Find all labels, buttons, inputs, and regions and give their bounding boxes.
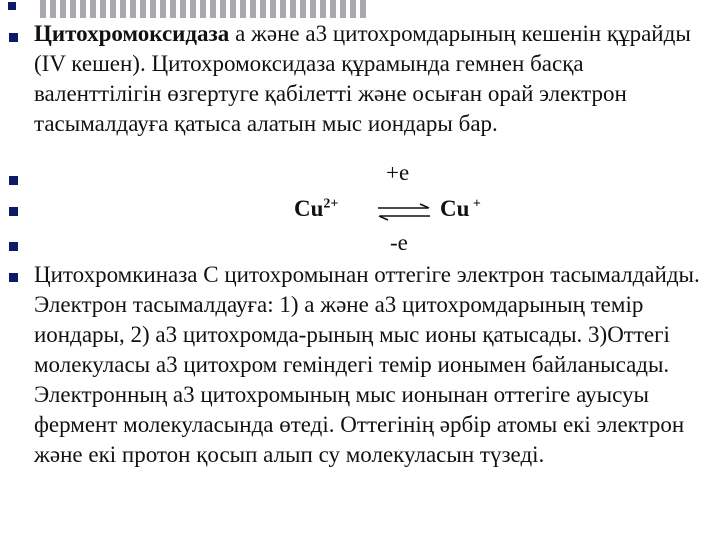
reaction-left-charge: 2+ [323,196,339,212]
reaction-right-species [440,196,481,222]
paragraph-cytochrome-oxidase [34,19,704,139]
decorative-square-icon [8,2,16,10]
decorative-stripe-bar [40,0,370,18]
reaction-right-symbol: Cu [440,196,470,221]
reaction-top-label: +e [386,160,410,185]
reaction-left-species [294,196,338,222]
bullet-icon [9,207,18,216]
reaction-bottom-label: -e [390,230,408,255]
paragraph-1-text: а және а3 цитохромдарының кешенін құрайды (IV кешен). Цитохромоксидаза құрамында гемнен басқа валенттілігін өзгертуге қабілетті және осыған орай электрон тасымалдауға қатыса алатын мыс иондары бар. [34,21,691,136]
reaction-right-charge: + [469,196,481,212]
bullet-icon [9,33,18,42]
equilibrium-arrows-icon [376,203,432,221]
reaction-left-symbol: Cu [294,196,324,221]
bullet-icon [9,273,18,282]
term-cytochrome-oxidase: Цитохромоксидаза [34,21,230,46]
bullet-icon [9,242,18,251]
bullet-icon [9,176,18,185]
paragraph-cytochrome-kinase: Цитохромкиназа С цитохромынан оттегіге электрон тасымалдайды. Электрон тасымалдауға: 1) а және а3 цитохромдарының темір иондары, 2) а3 цитохромда-рының мыс ионы қатысады. 3)Оттегі молекуласы а3 цитохром геміндегі темір ионымен байланысады. Электронның а3 цитохромының мыс ионынан оттегіге ауысуы фермент молекуласында өтеді. Оттегінің әрбір атомы екі электрон және екі протон қосып алып су молекуласын түзеді. [34,262,700,467]
